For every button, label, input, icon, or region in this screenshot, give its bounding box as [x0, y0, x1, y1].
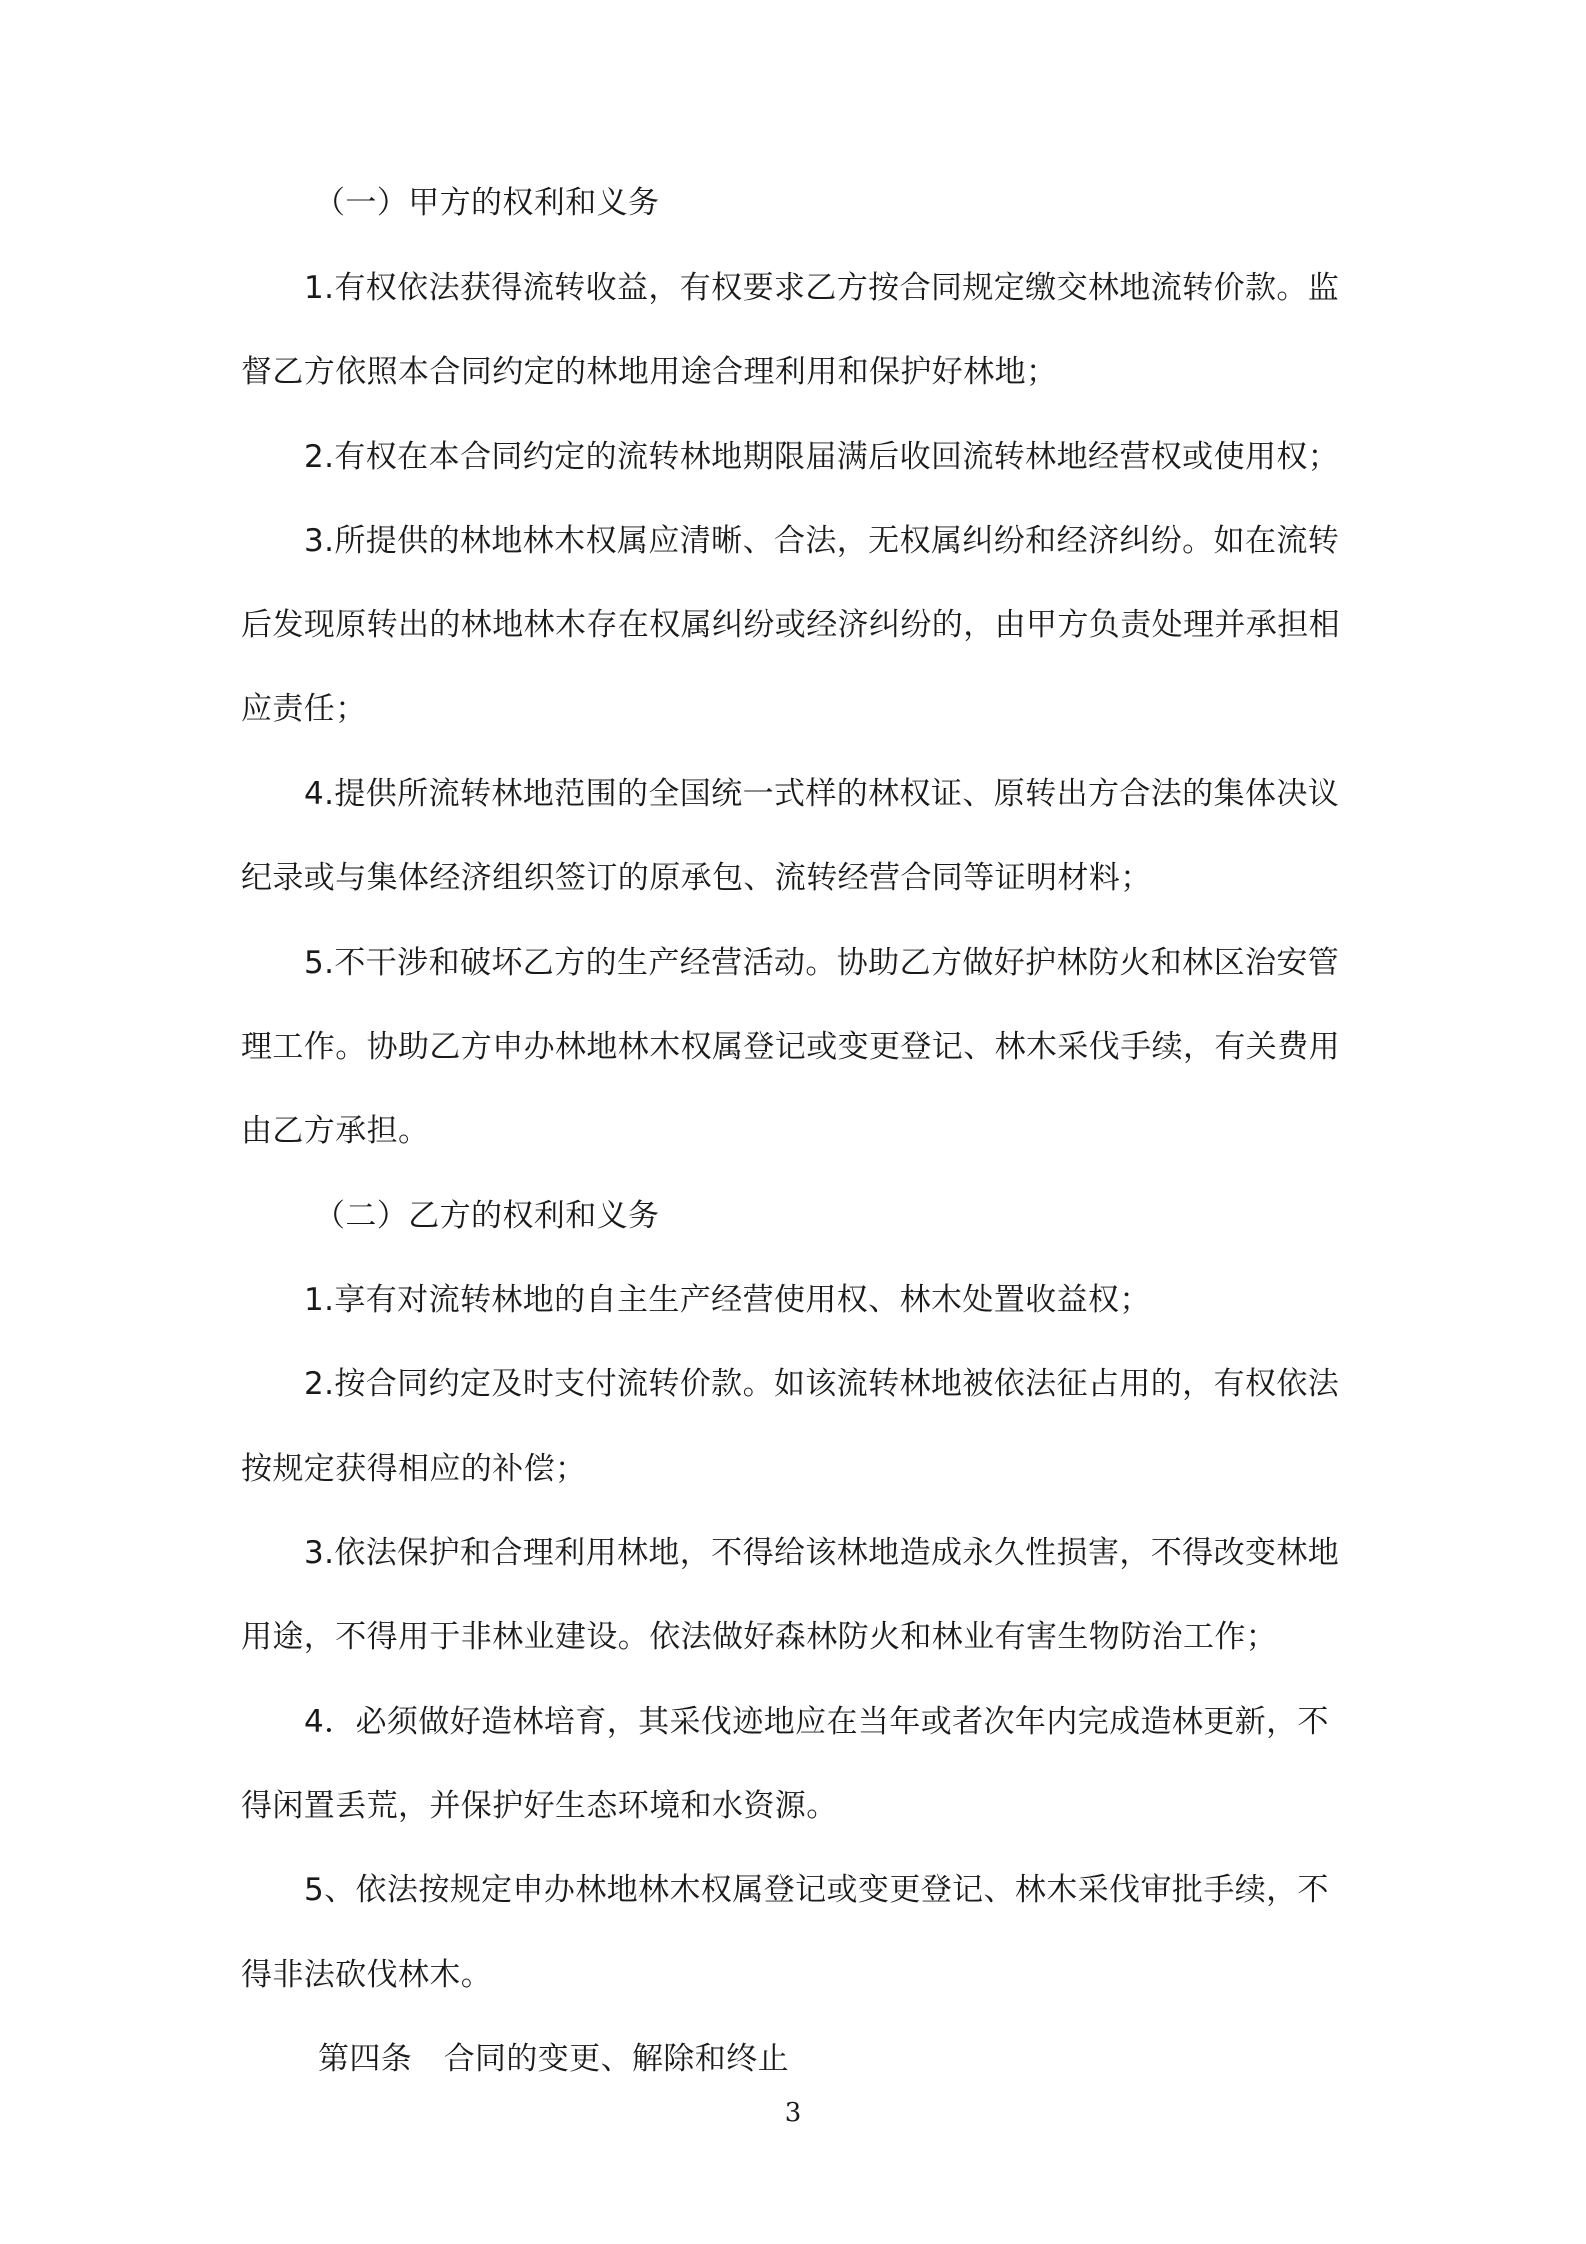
section-b-item5-line2: 得非法砍伐林木。	[241, 1957, 493, 1993]
section-b-item5-line1: 5、依法按规定申办林地林木权属登记或变更登记、林木采伐审批手续，不	[304, 1872, 1329, 1908]
section-a-item3-line3: 应责任；	[241, 691, 367, 727]
section-b-item4-line1: 4．必须做好造林培育，其采伐迹地应在当年或者次年内完成造林更新，不	[304, 1704, 1329, 1740]
section-a-item5-line3: 由乙方承担。	[241, 1113, 430, 1149]
section-a-item4-line2: 纪录或与集体经济组织签订的原承包、流转经营合同等证明材料；	[241, 860, 1152, 896]
section-a-item2-line1: 2.有权在本合同约定的流转林地期限届满后收回流转林地经营权或使用权；	[304, 439, 1340, 475]
section-a-item5-line2: 理工作。协助乙方申办林地林木权属登记或变更登记、林木采伐手续，有关费用	[241, 1029, 1340, 1065]
section-a-item3-line1: 3.所提供的林地林木权属应清晰、合法，无权属纠纷和经济纠纷。如在流转	[304, 523, 1340, 559]
section-b-item2-line2: 按规定获得相应的补偿；	[241, 1451, 587, 1487]
section-b-heading: （二）乙方的权利和义务	[314, 1198, 660, 1234]
section-b-item4-line2: 得闲置丢荒，并保护好生态环境和水资源。	[241, 1788, 838, 1824]
section-a-item4-line1: 4.提供所流转林地范围的全国统一式样的林权证、原转出方合法的集体决议	[304, 776, 1340, 812]
section-b-item3-line2: 用途，不得用于非林业建设。依法做好森林防火和林业有害生物防治工作；	[241, 1619, 1278, 1655]
section-a-heading: （一）甲方的权利和义务	[314, 185, 660, 221]
section-a-item5-line1: 5.不干涉和破坏乙方的生产经营活动。协助乙方做好护林防火和林区治安管	[304, 945, 1340, 981]
section-a-item1-line1: 1.有权依法获得流转收益，有权要求乙方按合同规定缴交林地流转价款。监	[304, 270, 1340, 306]
article-4-title: 第四条 合同的变更、解除和终止	[318, 2041, 789, 2077]
section-b-item3-line1: 3.依法保护和合理利用林地，不得给该林地造成永久性损害，不得改变林地	[304, 1535, 1340, 1571]
section-a-item3-line2: 后发现原转出的林地林木存在权属纠纷或经济纠纷的，由甲方负责处理并承担相	[241, 607, 1340, 643]
section-b-item1-line1: 1.享有对流转林地的自主生产经营使用权、林木处置收益权；	[304, 1282, 1151, 1318]
section-a-item1-line2: 督乙方依照本合同约定的林地用途合理利用和保护好林地；	[241, 354, 1058, 390]
page-number: 3	[784, 2098, 802, 2128]
section-b-item2-line1: 2.按合同约定及时支付流转价款。如该流转林地被依法征占用的，有权依法	[304, 1366, 1340, 1402]
